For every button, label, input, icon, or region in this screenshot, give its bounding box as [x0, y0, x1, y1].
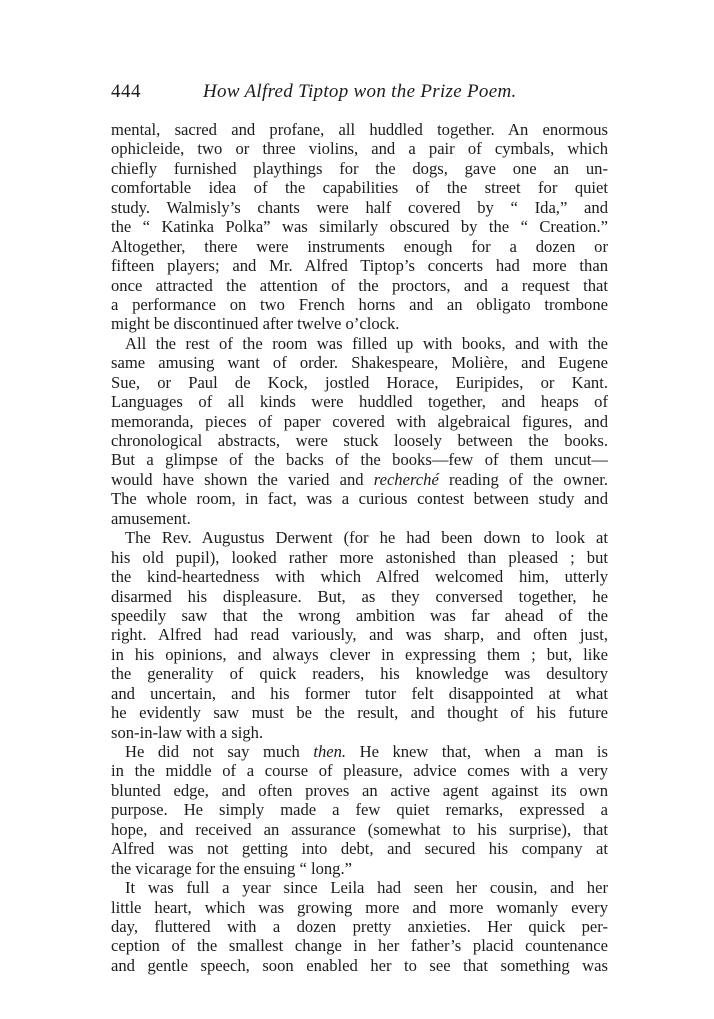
text-line: the generality of quick readers, his knowledge was desultory	[111, 664, 608, 684]
text-line: mental, sacred and profane, all huddled together. An enormous	[111, 120, 608, 139]
text-line: amusement.	[111, 508, 191, 528]
running-head	[111, 80, 608, 106]
text-line: right. Alfred had read variously, and was sharp, and often just,	[111, 625, 608, 645]
text-segment: He did not say much	[125, 742, 314, 761]
text-line: All the rest of the room was filled up with books, and with the	[125, 333, 608, 353]
text-segment: would have shown the varied and	[111, 469, 374, 489]
text-line: might be discontinued after twelve o’clock.	[111, 314, 400, 334]
text-line: in his opinions, and always clever in expressing them ; but, like	[111, 644, 608, 664]
text-line: Alfred was not getting into debt, and secured his company at	[111, 839, 608, 859]
text-line: hope, and received an assurance (somewhat to his surprise), that	[111, 819, 608, 839]
text-line: study. Walmisly’s chants were half covered by “ Ida,” and	[111, 197, 608, 217]
text-line: disarmed his displeasure. But, as they conversed together, he	[111, 586, 608, 606]
text-line: comfortable idea of the capabilities of the street for quiet	[111, 178, 608, 198]
text-line: Altogether, there were instruments enough for a dozen or	[111, 236, 608, 256]
body-text	[111, 120, 608, 975]
text-line: little heart, which was growing more and more womanly every	[111, 897, 608, 917]
text-line: The Rev. Augustus Derwent (for he had been down to look at	[125, 528, 608, 548]
text-line: the “ Katinka Polka” was similarly obscured by the “ Creation.”	[111, 217, 608, 237]
running-title: How Alfred Tiptop won the Prize Poem.	[203, 81, 517, 102]
page-number: 444	[111, 81, 141, 102]
text-line: But a glimpse of the backs of the books—few of them uncut—	[111, 450, 608, 470]
text-line: the kind-heartedness with which Alfred welcomed him, utterly	[111, 567, 608, 587]
text-line	[111, 470, 608, 489]
text-line: son-in-law with a sigh.	[111, 722, 264, 742]
text-line: fifteen players; and Mr. Alfred Tiptop’s concerts had more than	[111, 256, 608, 276]
text-line: he evidently saw must be the result, and thought of his future	[111, 703, 608, 723]
text-line: chronological abstracts, were stuck loosely between the books.	[111, 431, 608, 450]
italic-phrase: recherché	[373, 469, 439, 489]
text-line: Languages of all kinds were huddled together, and heaps of	[111, 392, 608, 412]
text-line: purpose. He simply made a few quiet remarks, expressed a	[111, 800, 608, 820]
text-line: Sue, or Paul de Kock, jostled Horace, Euripides, or Kant.	[111, 372, 608, 392]
italic-phrase: then.	[313, 742, 347, 761]
text-line: his old pupil), looked rather more astonished than pleased ; but	[111, 547, 608, 567]
text-line: once attracted the attention of the proctors, and a request that	[111, 275, 608, 295]
text-line: the vicarage for the ensuing “ long.”	[111, 858, 352, 878]
text-segment: reading of the owner.	[438, 469, 608, 489]
text-line: blunted edge, and often proves an active agent against its own	[111, 780, 608, 800]
text-line: The whole room, in fact, was a curious contest between study and	[111, 489, 608, 509]
text-line: speedily saw that the wrong ambition was far ahead of the	[111, 605, 608, 625]
text-line	[111, 742, 608, 761]
text-line: day, fluttered with a dozen pretty anxieties. Her quick per-	[111, 916, 608, 936]
text-line: ception of the smallest change in her father’s placid countenance	[111, 936, 608, 956]
text-line: a performance on two French horns and an obligato trombone	[111, 294, 608, 314]
text-line: ophicleide, two or three violins, and a pair of cymbals, which	[111, 139, 608, 159]
text-line: same amusing want of order. Shakespeare, Molière, and Eugene	[111, 353, 608, 373]
text-line: and gentle speech, soon enabled her to see that something was	[111, 955, 608, 975]
text-segment: He knew that, when a man is	[346, 742, 608, 761]
text-line: chiefly furnished playthings for the dogs, gave one an un-	[111, 158, 608, 178]
text-line: memoranda, pieces of paper covered with algebraical figures, and	[111, 411, 608, 431]
text-line: It was full a year since Leila had seen her cousin, and her	[125, 878, 608, 898]
text-line: and uncertain, and his former tutor felt disappointed at what	[111, 683, 608, 703]
text-line: in the middle of a course of pleasure, advice comes with a very	[111, 761, 608, 781]
